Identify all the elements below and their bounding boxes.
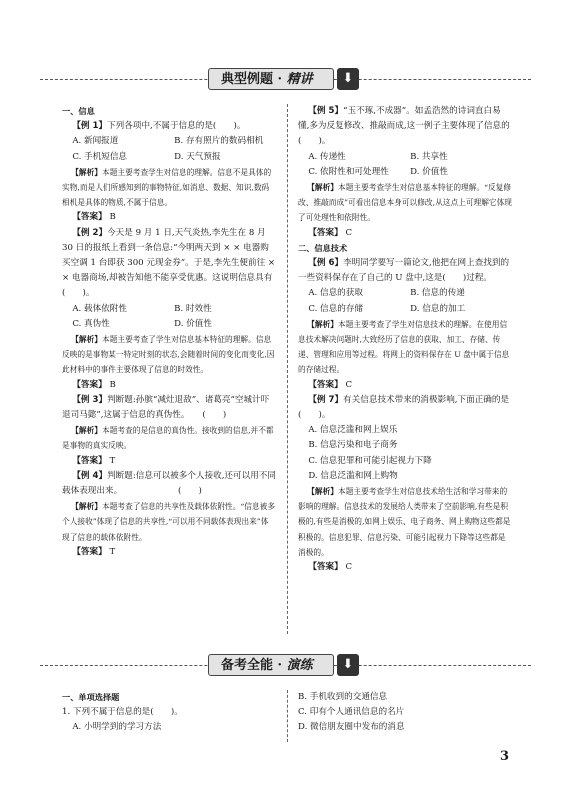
- analysis-tag: 【解析】: [71, 167, 102, 177]
- options-row: [298, 302, 512, 317]
- option-b: B. 存有照片的数码相机: [174, 136, 264, 147]
- option-c: C. 信息的存储: [308, 303, 364, 314]
- option-a: A. 新闻报道: [72, 136, 119, 147]
- answer: [298, 378, 512, 393]
- option-b: B. 共享性: [410, 151, 448, 162]
- banner-title-main: 典型例题: [221, 72, 274, 87]
- option-b: B. 手机收到的交通信息: [298, 692, 388, 702]
- question-text: 判断题:信息可以被多个人接收,还可以用不同载体表现出来。 ( ): [62, 470, 276, 497]
- question-text: 1. 下列不属于信息的是( )。: [62, 707, 183, 718]
- section-heading: 一、信息: [62, 106, 95, 116]
- banner-title-em: 精讲: [286, 72, 313, 87]
- answer: [62, 378, 276, 393]
- example-tag: 【例 5】: [308, 106, 344, 116]
- example-tag: 【例 4】: [72, 470, 108, 481]
- left-column: [62, 104, 276, 560]
- example-5: [298, 104, 512, 150]
- column-divider: [287, 690, 288, 742]
- column-divider: [287, 104, 288, 634]
- example-4: [62, 469, 276, 499]
- option-a: A. 载体依附性: [72, 303, 127, 314]
- option-d: D. 天气预报: [174, 151, 221, 162]
- option-d: D. 微信朋友圈中发布的消息: [298, 722, 405, 733]
- right-column: [298, 104, 512, 575]
- analysis-text: 本题考查了信息的共享性及载体依附性。“信息被多个人接收”体现了信息的共享性,“可以用不同载体表现出来”体现了信息的载体依附性。: [62, 502, 276, 542]
- analysis-tag: 【解析】: [307, 319, 338, 329]
- option-c: C. 信息犯罪和可能引起视力下降: [308, 455, 432, 466]
- answer-value: C: [345, 227, 353, 238]
- banner-title: [208, 68, 334, 90]
- answer-tag: 【答案】: [72, 379, 107, 390]
- question-text: 有关信息技术带来的消极影响,下面正确的是( )。: [298, 394, 510, 421]
- option-d: D. 信息的加工: [410, 303, 466, 314]
- option-b: B. 信息污染和电子商务: [308, 440, 398, 451]
- practice-right: [298, 690, 512, 736]
- analysis-tag: 【解析】: [71, 335, 102, 345]
- banner-title-dot: ·: [277, 72, 283, 87]
- section-banner-practice: [0, 653, 571, 679]
- analysis-tag: 【解析】: [71, 502, 102, 512]
- option-b: B. 信息的传递: [410, 288, 465, 299]
- analysis: [298, 180, 512, 226]
- question-text: 下列各项中,不属于信息的是( )。: [107, 121, 246, 132]
- answer-value: B: [109, 379, 116, 390]
- analysis: [298, 317, 512, 378]
- answer-tag: 【答案】: [72, 455, 107, 466]
- example-7: [298, 393, 512, 423]
- option-b: B. 时效性: [174, 303, 212, 314]
- example-3: [62, 393, 276, 423]
- section-heading: 一、单项选择题: [62, 692, 120, 702]
- answer-value: T: [109, 546, 116, 557]
- question-text: “玉不琢,不成器”。如孟浩然的诗词直白易懂,多为反复修改、推敲而成,这一例子主要体现了信息的( )。: [298, 106, 510, 147]
- banner-title-main: 备考全能: [221, 658, 274, 673]
- analysis: [298, 484, 512, 560]
- analysis-text: 本题主要考查了学生对信息技术的理解。在使用信息技术解决问题时,大致经历了信息的获取、加工、存储、传递、管理和应用等过程。将网上的资料保存在 U 盘中属于信息的存储过程。: [298, 319, 510, 375]
- analysis-text: 本题主要考查学生对信息的理解。信息不是具体的实物,而是人们所感知到的事物特征,如消息、数据、知识,数码相机是具体的物质,不属于信息。: [62, 167, 272, 208]
- analysis-text: 本题主要考查学生对信息基本特征的理解。“反复修改、推敲而成”可看出信息本身可以修改,从这点上可理解它体现了可处理性和依附性。: [298, 183, 512, 223]
- section-heading: 二、信息技术: [298, 242, 348, 253]
- arrow-down-icon: ⬇: [337, 654, 359, 676]
- option-a: A. 小明学到的学习方法: [72, 722, 162, 733]
- banner-title-dot: ·: [277, 658, 283, 673]
- options-row: [62, 150, 276, 165]
- options-row: [62, 317, 276, 332]
- option-a: A. 信息的获取: [308, 288, 363, 299]
- answer-tag: 【答案】: [72, 546, 107, 557]
- answer-tag: 【答案】: [308, 379, 343, 390]
- example-6: [298, 256, 512, 286]
- answer: [298, 560, 512, 575]
- section-banner-examples: [0, 67, 571, 93]
- example-tag: 【例 6】: [308, 258, 344, 269]
- option-c: C. 依附性和可处理性: [308, 166, 389, 177]
- question-text: 李明同学要写一篇论文,他把在网上查找到的一些资料保存在了自己的 U 盘中,这是( )过程。: [298, 258, 510, 284]
- example-1: [62, 119, 276, 134]
- option-a: A. 传递性: [308, 151, 346, 162]
- analysis: [62, 423, 276, 453]
- practice-left: [62, 690, 276, 736]
- banner-title-em: 演练: [286, 658, 313, 673]
- analysis-text: 本题主要考查了学生对信息基本特征的理解。信息反映的是事物某一特定时刻的状态,会随着时间的变化而变化,因此材料中的事件主要体现了信息的时效性。: [62, 335, 275, 375]
- analysis-text: 本题主要考查学生对信息技术给生活和学习带来的影响的理解。信息技术的发展给人类带来了空前影响,有些是积极的,有些是消极的,如网上娱乐、电子商务、网上购物这些都是积极的。信息犯罪、信息污染、可能引起视力下降等这些都是消极的。: [298, 487, 511, 557]
- answer: [62, 545, 276, 560]
- answer-tag: 【答案】: [308, 227, 343, 238]
- example-tag: 【例 7】: [308, 394, 344, 405]
- example-2: [62, 226, 276, 302]
- answer-value: B: [109, 212, 116, 223]
- analysis-text: 本题考查的是信息的真伪性。接收到的信息,并不都是事物的真实反映。: [62, 426, 274, 451]
- options-row: [62, 134, 276, 149]
- banner-title: [208, 654, 334, 676]
- page-number: 3: [499, 749, 509, 764]
- question-text: 今天是 9 月 1 日,天气炎热,李先生在 8 月 30 日的报纸上看到一条信息:“今明两天到 × × 电器购买空调 1 台即获 300 元现金券”。于是,李先生便前往 × × 电器商场,却被告知他不能享受优惠。这说明信息具有( )。: [62, 227, 276, 299]
- option-c: C. 手机短信息: [72, 151, 128, 162]
- analysis-tag: 【解析】: [307, 487, 338, 497]
- analysis: [62, 165, 276, 211]
- option-c: C. 印有个人通讯信息的名片: [298, 707, 405, 718]
- example-tag: 【例 3】: [72, 394, 108, 405]
- answer-value: C: [345, 562, 353, 573]
- option-d: D. 信息泛滥和网上购物: [308, 470, 398, 481]
- analysis: [62, 332, 276, 378]
- answer-tag: 【答案】: [72, 212, 107, 223]
- option-c: C. 真伪性: [72, 318, 110, 329]
- analysis: [62, 499, 276, 545]
- options-row: [298, 150, 512, 165]
- option-d: D. 价值性: [410, 166, 448, 177]
- question-text: 判断题:孙膑“减灶退敌”、诸葛亮“空城计吓退司马懿”,这属于信息的真伪性。 ( ): [62, 394, 270, 421]
- answer: [62, 210, 276, 225]
- answer-value: C: [345, 379, 353, 390]
- answer-value: T: [109, 455, 116, 466]
- answer: [62, 454, 276, 469]
- options-row: [298, 286, 512, 301]
- answer: [298, 226, 512, 241]
- analysis-tag: 【解析】: [71, 426, 102, 436]
- option-a: A. 信息泛滥和网上娱乐: [308, 425, 398, 436]
- arrow-down-icon: ⬇: [337, 68, 359, 90]
- answer-tag: 【答案】: [308, 562, 343, 573]
- options-row: [62, 302, 276, 317]
- example-tag: 【例 1】: [72, 121, 108, 132]
- example-tag: 【例 2】: [72, 227, 108, 238]
- option-d: D. 价值性: [174, 318, 212, 329]
- analysis-tag: 【解析】: [307, 183, 338, 193]
- options-row: [298, 165, 512, 180]
